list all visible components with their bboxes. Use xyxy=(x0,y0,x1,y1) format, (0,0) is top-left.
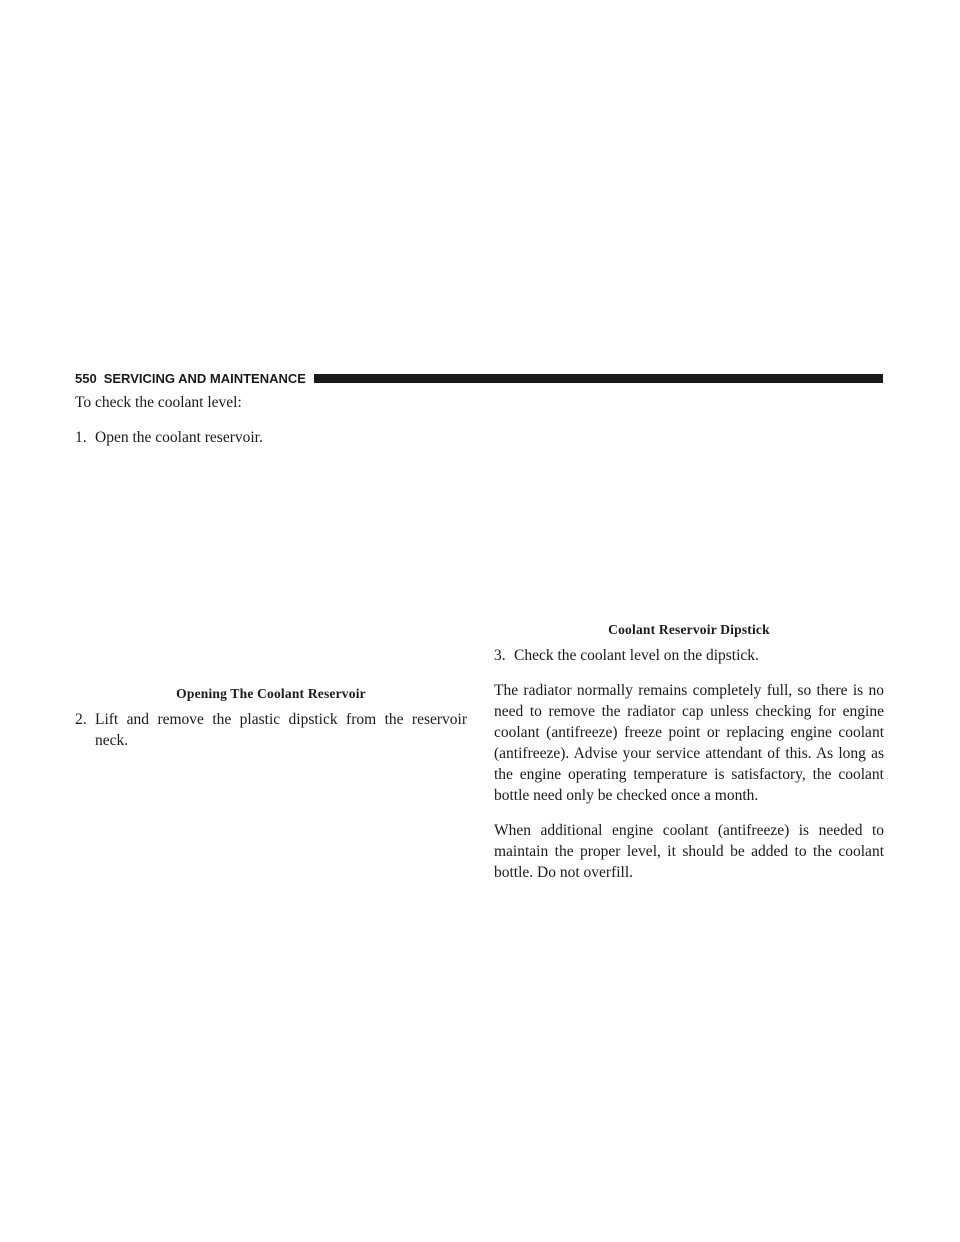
intro-text: To check the coolant level: xyxy=(75,394,242,411)
page-header xyxy=(75,369,883,387)
header-rule xyxy=(314,374,883,383)
body-paragraph: The radiator normally remains completely full, so there is no need to remove the radiator cap unless checking for engine coolant (antifreeze) freeze point or replacing engine coolant (antifreeze). Advise your service attendant of this. As long as the engine operating temperature is satisfactory, the coolant bottle need only be checked once a month. xyxy=(494,682,884,804)
step-text: Open the coolant reservoir. xyxy=(95,429,263,446)
right-column xyxy=(494,392,884,883)
step-3 xyxy=(494,645,884,666)
step-number: 1. xyxy=(75,429,87,446)
step-1 xyxy=(75,427,467,448)
page-number: 550 xyxy=(75,370,97,386)
body-paragraph: When additional engine coolant (antifreeze) is needed to maintain the proper level, it should be added to the coolant bottle. Do not overfill. xyxy=(494,822,884,881)
step-text: Lift and remove the plastic dipstick from the reservoir neck. xyxy=(95,711,467,749)
step-text: Check the coolant level on the dipstick. xyxy=(514,647,759,664)
step-2 xyxy=(75,709,467,751)
step-number: 2. xyxy=(75,711,87,728)
figure-caption: Opening The Coolant Reservoir xyxy=(176,686,366,701)
left-column xyxy=(75,392,467,751)
section-title: SERVICING AND MAINTENANCE xyxy=(103,370,306,386)
figure-opening-coolant-reservoir xyxy=(75,448,467,685)
step-number: 3. xyxy=(494,647,506,664)
figure-caption: Coolant Reservoir Dipstick xyxy=(608,622,770,637)
figure-coolant-reservoir-dipstick xyxy=(494,392,884,621)
